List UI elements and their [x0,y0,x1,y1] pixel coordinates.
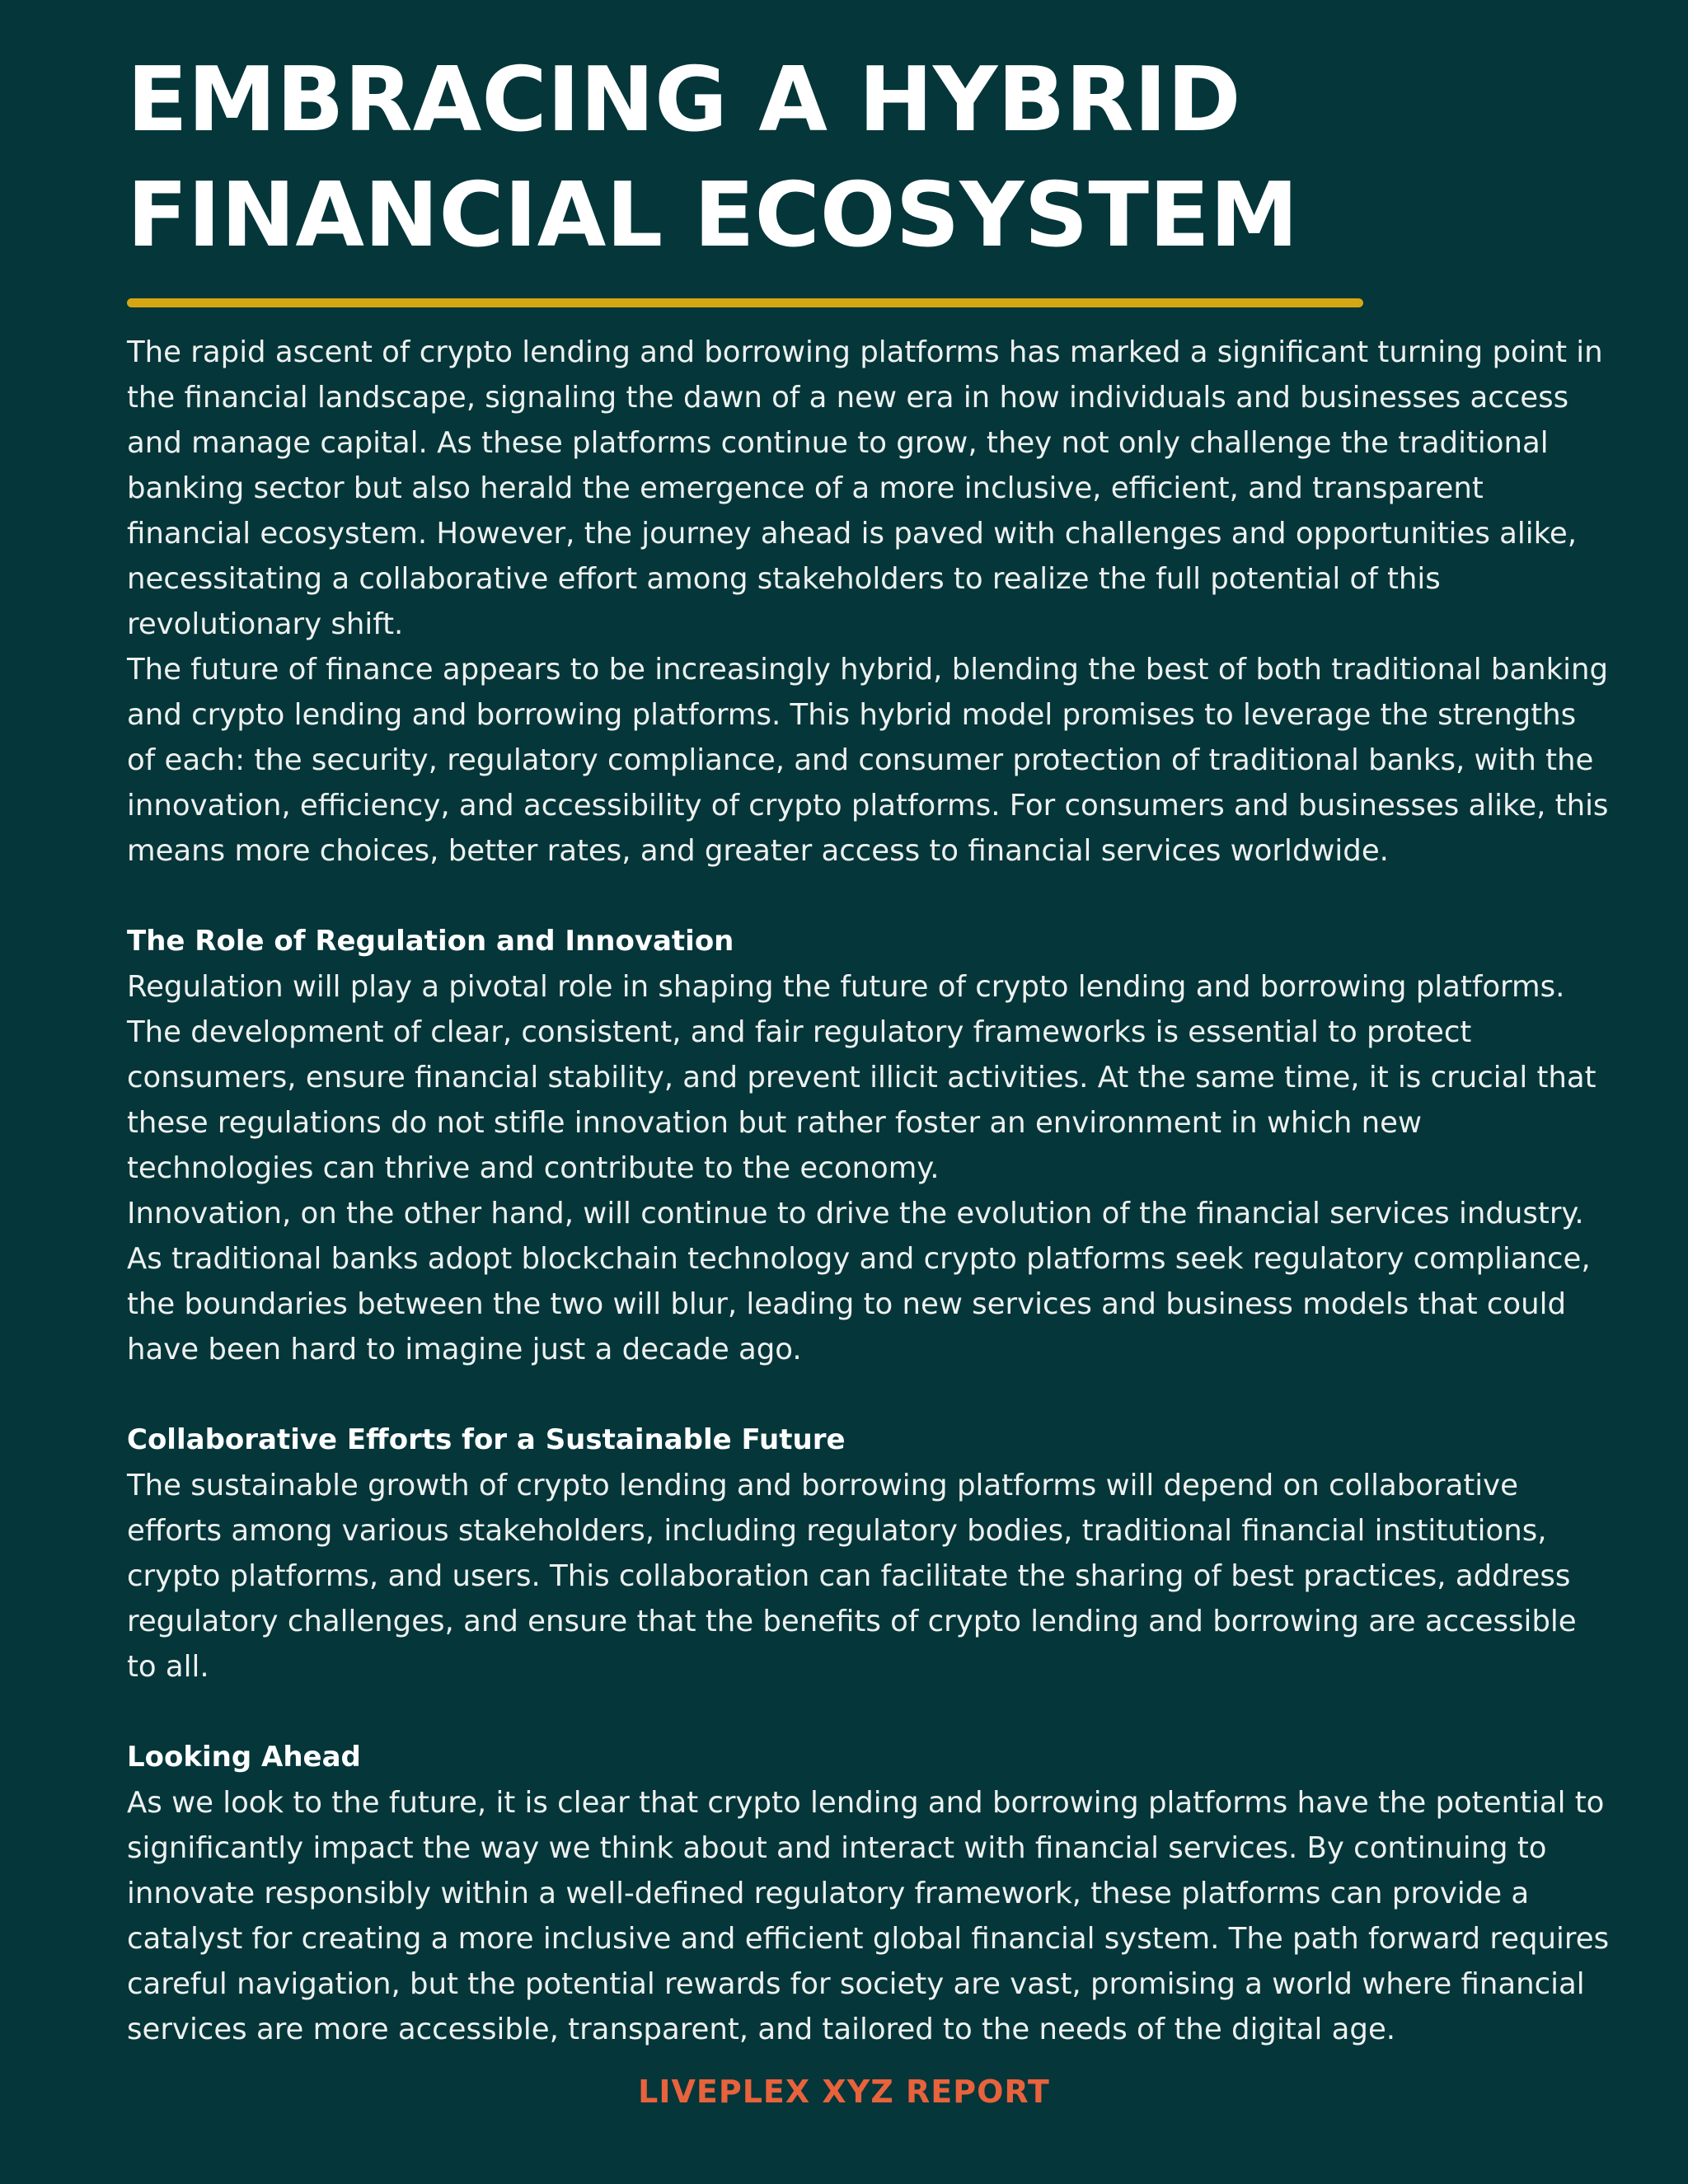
report-page [127,43,1611,2052]
regulation-paragraph-1: Regulation will play a pivotal role in shaping the future of crypto lending and borrowing platforms. The development of clear, consistent, and fair regulatory frameworks is essential to protect consumers, ensure financial stability, and prevent illicit activities. At the same time, it is crucial that these regulations do not stifle innovation but rather foster an environment in which new technologies can thrive and contribute to the economy. [127,970,1597,1185]
page-title-line-2: FINANCIAL ECOSYSTEM [127,164,1299,267]
report-footer: LIVEPLEX XYZ REPORT [638,2074,1050,2110]
regulation-paragraph-2: Innovation, on the other hand, will continue to drive the evolution of the financial services industry. As traditional banks adopt blockchain technology and crypto platforms seek regulatory compliance, the boundaries between the two will blur, leading to new services and business models that could have been hard to imagine just a decade ago. [127,1197,1591,1366]
section-spacer [127,1690,1611,1735]
page-title-line-1: EMBRACING A HYBRID [127,49,1241,152]
section-heading-collaboration: Collaborative Efforts for a Sustainable Future [127,1423,846,1456]
section-heading-regulation: The Role of Regulation and Innovation [127,925,734,958]
section-spacer [127,1372,1611,1418]
collaboration-paragraph: The sustainable growth of crypto lending and borrowing platforms will depend on collaborative efforts among various stakeholders, including regulatory bodies, traditional financial institutions, crypto platforms, and users. This collaboration can facilitate the sharing of best practices, address regulatory challenges, and ensure that the benefits of crypto lending and borrowing are accessible to all. [127,1469,1577,1684]
article-body [127,330,1611,2052]
looking-ahead-paragraph: As we look to the future, it is clear that crypto lending and borrowing platforms have the potential to significantly impact the way we think about and interact with financial services. By continuing to innovate responsibly within a well-defined regulatory framework, these platforms can provide a catalyst for creating a more inclusive and efficient global financial system. The path forward requires careful navigation, but the potential rewards for society are vast, promising a world where financial services are more accessible, transparent, and tailored to the needs of the digital age. [127,1786,1610,2046]
accent-divider [127,298,1363,307]
section-spacer [127,874,1611,919]
intro-paragraph-1: The rapid ascent of crypto lending and borrowing platforms has marked a significant turning point in the financial landscape, signaling the dawn of a new era in how individuals and businesses access and manage capital. As these platforms continue to grow, they not only challenge the traditional banking sector but also herald the emergence of a more inclusive, efficient, and transparent financial ecosystem. However, the journey ahead is paved with challenges and opportunities alike, necessitating a collaborative effort among stakeholders to realize the full potential of this revolutionary shift. [127,335,1603,641]
section-heading-looking-ahead: Looking Ahead [127,1741,361,1774]
intro-paragraph-2: The future of finance appears to be increasingly hybrid, blending the best of both traditional banking and crypto lending and borrowing platforms. This hybrid model promises to leverage the strengths of each: the security, regulatory compliance, and consumer protection of traditional banks, with the innovation, efficiency, and accessibility of crypto platforms. For consumers and businesses alike, this means more choices, better rates, and greater access to financial services worldwide. [127,653,1609,868]
page-title [127,43,1611,274]
